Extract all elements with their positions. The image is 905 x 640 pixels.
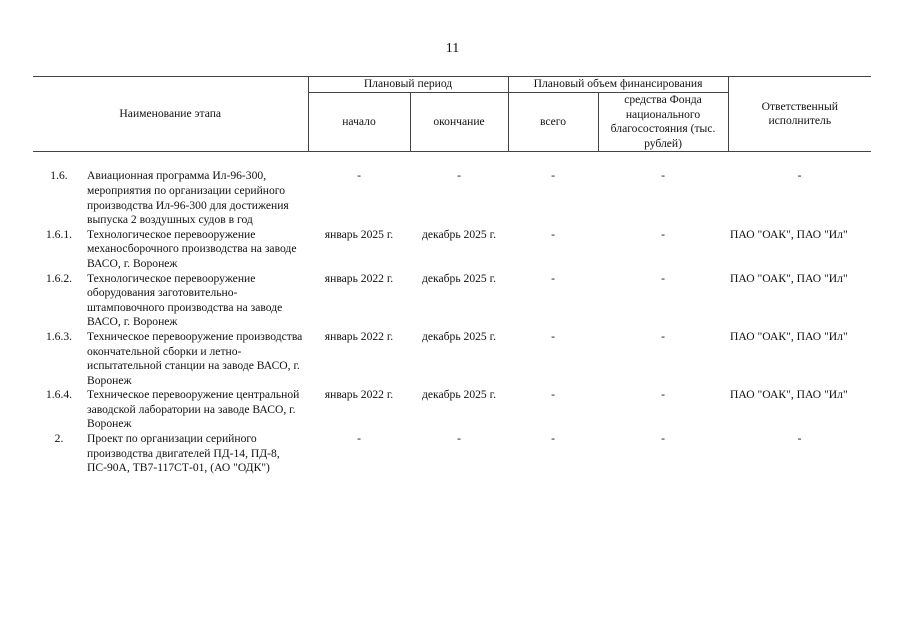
row-total: - (551, 388, 555, 402)
table-spacer (33, 152, 871, 170)
row-fund: - (661, 271, 665, 285)
row-number: 1.6. (50, 169, 68, 183)
row-total: - (551, 432, 555, 446)
row-end: декабрь 2025 г. (422, 227, 496, 241)
row-fund: - (661, 329, 665, 343)
row-executor: ПАО "ОАК", ПАО "Ил" (730, 388, 848, 402)
row-name: Технологическое перевооружение механосборочного производства на заводе ВАСО, г. Воронеж (87, 227, 297, 270)
row-total: - (551, 169, 555, 183)
header-stage-name: Наименование этапа (33, 77, 308, 152)
header-fund: средства Фонда национального благосостояния (тыс. рублей) (598, 93, 728, 152)
row-end: декабрь 2025 г. (422, 271, 496, 285)
row-executor: ПАО "ОАК", ПАО "Ил" (730, 227, 848, 241)
row-executor: ПАО "ОАК", ПАО "Ил" (730, 329, 848, 343)
header-total: всего (508, 93, 598, 152)
table-row (33, 228, 871, 272)
row-executor: - (797, 169, 802, 183)
row-number: 2. (54, 432, 64, 446)
row-name: Техническое перевооружение центральной заводской лаборатории на заводе ВАСО, г. Воронеж (87, 388, 300, 431)
row-name: Авиационная программа Ил-96-300, мероприятия по организации серийного производства Ил-96-300 для достижения выпуска 2 воздушных судов в год (87, 169, 289, 227)
row-number: 1.6.3. (45, 329, 73, 343)
row-fund: - (661, 432, 665, 446)
row-total: - (551, 271, 555, 285)
row-number: 1.6.4. (45, 388, 73, 402)
header-planned-funding: Плановый объем финансирования (508, 77, 728, 93)
row-fund: - (661, 169, 665, 183)
header-executor: Ответственный исполнитель (728, 77, 871, 152)
header-end: окончание (410, 93, 508, 152)
row-fund: - (661, 227, 665, 241)
row-end: декабрь 2025 г. (422, 388, 496, 402)
row-name: Технологическое перевооружение оборудования заготовительно-штамповочного производства на заводе ВАСО, г. Воронеж (87, 271, 283, 329)
table-row (33, 169, 871, 227)
row-number: 1.6.2. (45, 271, 73, 285)
plan-table (33, 76, 871, 476)
row-end: - (457, 169, 461, 183)
table-row (33, 272, 871, 330)
page-number: 11 (445, 41, 460, 56)
row-end: - (457, 432, 461, 446)
row-fund: - (661, 388, 665, 402)
row-name: Техническое перевооружение производства окончательной сборки и летно-испытательной станции на заводе ВАСО, г. Воронеж (87, 329, 303, 387)
row-start: январь 2022 г. (324, 329, 394, 343)
table-row (33, 330, 871, 388)
row-total: - (551, 329, 555, 343)
header-planned-period: Плановый период (308, 77, 508, 93)
row-name: Проект по организации серийного производства двигателей ПД-14, ПД-8, ПС-90А, ТВ7-117СТ-01, (АО "ОДК") (87, 432, 280, 475)
header-start: начало (308, 93, 410, 152)
row-executor: - (797, 432, 802, 446)
table-row (33, 388, 871, 432)
row-total: - (551, 227, 555, 241)
row-start: январь 2022 г. (324, 388, 394, 402)
row-start: январь 2022 г. (324, 271, 394, 285)
row-start: январь 2025 г. (324, 227, 394, 241)
row-number: 1.6.1. (45, 227, 73, 241)
row-start: - (357, 169, 361, 183)
row-end: декабрь 2025 г. (422, 329, 496, 343)
row-executor: ПАО "ОАК", ПАО "Ил" (730, 271, 848, 285)
row-start: - (357, 432, 361, 446)
table-row (33, 432, 871, 476)
